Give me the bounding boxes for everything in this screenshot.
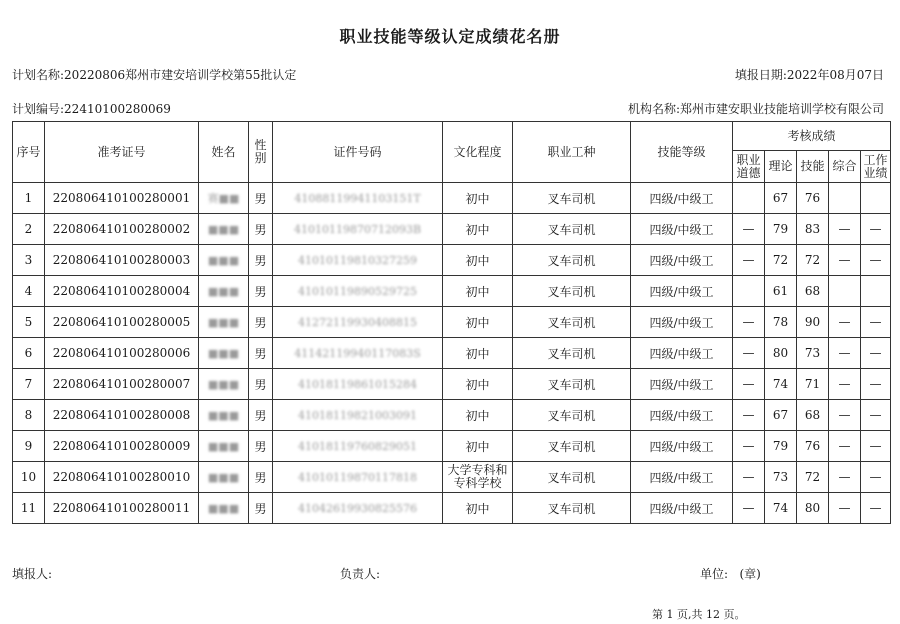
org-value: 郑州市建安职业技能培训学校有限公司: [679, 102, 884, 116]
cell-skill: 68: [797, 400, 829, 431]
header-level: 技能等级: [631, 122, 733, 183]
cell-comp: —: [829, 462, 861, 493]
cell-id: [273, 338, 443, 369]
cell-ethics: —: [733, 400, 765, 431]
header-comp: 综合: [829, 151, 861, 183]
cell-level: 四级/中级工: [631, 245, 733, 276]
cell-seq: 2: [13, 214, 45, 245]
header-scores: 考核成绩: [733, 122, 891, 151]
table-row: [13, 338, 891, 369]
cell-id-masked: 41042619930825576: [298, 502, 417, 515]
cell-id: [273, 493, 443, 524]
cell-level: 四级/中级工: [631, 462, 733, 493]
cell-seq: 10: [13, 462, 45, 493]
cell-skill: 80: [797, 493, 829, 524]
cell-name: [199, 276, 249, 307]
cell-level: 四级/中级工: [631, 276, 733, 307]
footer-unit: [700, 565, 761, 582]
cell-edu: 初中: [443, 276, 513, 307]
cell-ticket: 220806410100280009: [45, 431, 199, 462]
page-info: 第 1 页,共 12 页。: [652, 608, 746, 621]
cell-level: 四级/中级工: [631, 214, 733, 245]
cell-ticket: 220806410100280010: [45, 462, 199, 493]
cell-name: [199, 307, 249, 338]
header-edu: 文化程度: [443, 122, 513, 183]
cell-edu: 初中: [443, 369, 513, 400]
cell-seq: 3: [13, 245, 45, 276]
cell-level: 四级/中级工: [631, 183, 733, 214]
cell-id-masked: 41018119760829051: [298, 440, 417, 453]
header-id: 证件号码: [273, 122, 443, 183]
cell-job: 叉车司机: [513, 400, 631, 431]
cell-work: —: [861, 245, 891, 276]
plan-no-value: 22410100280069: [64, 102, 171, 116]
table-row: [13, 369, 891, 400]
cell-id-masked: 41088119941103151T: [294, 192, 421, 205]
cell-gender: 男: [249, 276, 273, 307]
cell-name: [199, 400, 249, 431]
cell-name: [199, 431, 249, 462]
cell-work: —: [861, 493, 891, 524]
cell-gender: 男: [249, 338, 273, 369]
header-ethics: 职业道德: [733, 151, 765, 183]
cell-level: 四级/中级工: [631, 493, 733, 524]
cell-job: 叉车司机: [513, 431, 631, 462]
plan-name-value: 20220806郑州市建安培训学校第55批认定: [64, 68, 297, 82]
cell-skill: 72: [797, 245, 829, 276]
cell-gender: 男: [249, 493, 273, 524]
cell-job: 叉车司机: [513, 338, 631, 369]
cell-seq: 1: [13, 183, 45, 214]
org-name: [628, 100, 884, 117]
cell-ticket: 220806410100280008: [45, 400, 199, 431]
table-row: [13, 493, 891, 524]
cell-edu: 初中: [443, 431, 513, 462]
page-title: 职业技能等级认定成绩花名册: [339, 27, 561, 46]
cell-skill: 73: [797, 338, 829, 369]
cell-comp: —: [829, 493, 861, 524]
cell-seq: 4: [13, 276, 45, 307]
table-row: [13, 214, 891, 245]
cell-work: —: [861, 462, 891, 493]
cell-theory: 61: [765, 276, 797, 307]
header-work: 工作业绩: [861, 151, 891, 183]
footer-filler: 填报人:: [12, 567, 53, 581]
cell-seq: 11: [13, 493, 45, 524]
cell-ticket: 220806410100280002: [45, 214, 199, 245]
cell-ticket: 220806410100280005: [45, 307, 199, 338]
cell-name-masked: ■■■: [207, 409, 240, 422]
cell-theory: 67: [765, 400, 797, 431]
cell-level: 四级/中级工: [631, 400, 733, 431]
cell-id-masked: 41142119940117083S: [294, 347, 421, 360]
fill-date-value: 2022年08月07日: [786, 68, 884, 82]
cell-id-masked: 41272119930408815: [298, 316, 417, 329]
table-row: [13, 183, 891, 214]
header-ticket: 准考证号: [45, 122, 199, 183]
header-theory: 理论: [765, 151, 797, 183]
cell-gender: 男: [249, 462, 273, 493]
plan-no-label: 计划编号:: [12, 102, 65, 116]
cell-theory: 80: [765, 338, 797, 369]
cell-id: [273, 307, 443, 338]
cell-skill: 71: [797, 369, 829, 400]
cell-ethics: —: [733, 462, 765, 493]
table-row: [13, 431, 891, 462]
cell-skill: 76: [797, 183, 829, 214]
table-row: [13, 276, 891, 307]
cell-name-masked: ■■■: [207, 502, 240, 515]
cell-comp: [829, 276, 861, 307]
fill-date: [735, 66, 884, 83]
cell-name-masked: 赛■■: [207, 192, 240, 205]
cell-name-masked: ■■■: [207, 223, 240, 236]
fill-date-label: 填报日期:: [734, 68, 787, 82]
cell-id-masked: 41010119890529725: [298, 285, 417, 298]
cell-comp: —: [829, 338, 861, 369]
cell-id: [273, 462, 443, 493]
cell-comp: —: [829, 307, 861, 338]
cell-name: [199, 462, 249, 493]
plan-no: [12, 100, 171, 117]
cell-name: [199, 493, 249, 524]
cell-name: [199, 245, 249, 276]
cell-name-masked: ■■■: [207, 316, 240, 329]
cell-job: 叉车司机: [513, 462, 631, 493]
cell-id-masked: 41018119861015284: [298, 378, 417, 391]
footer-seal: (章): [739, 567, 761, 581]
cell-ethics: [733, 276, 765, 307]
cell-skill: 83: [797, 214, 829, 245]
cell-name-masked: ■■■: [207, 471, 240, 484]
cell-gender: 男: [249, 400, 273, 431]
cell-comp: —: [829, 369, 861, 400]
cell-ethics: —: [733, 307, 765, 338]
cell-ethics: [733, 183, 765, 214]
cell-theory: 67: [765, 183, 797, 214]
cell-theory: 74: [765, 493, 797, 524]
cell-edu: 大学专科和专科学校: [443, 462, 513, 493]
cell-id: [273, 214, 443, 245]
cell-job: 叉车司机: [513, 369, 631, 400]
cell-comp: [829, 183, 861, 214]
cell-level: 四级/中级工: [631, 369, 733, 400]
cell-ethics: —: [733, 493, 765, 524]
cell-comp: —: [829, 400, 861, 431]
cell-level: 四级/中级工: [631, 307, 733, 338]
cell-job: 叉车司机: [513, 214, 631, 245]
cell-ethics: —: [733, 214, 765, 245]
cell-level: 四级/中级工: [631, 338, 733, 369]
cell-work: —: [861, 400, 891, 431]
cell-seq: 9: [13, 431, 45, 462]
cell-theory: 72: [765, 245, 797, 276]
score-table: [12, 121, 891, 524]
cell-skill: 90: [797, 307, 829, 338]
cell-name-masked: ■■■: [207, 285, 240, 298]
cell-name-masked: ■■■: [207, 254, 240, 267]
org-label: 机构名称:: [627, 102, 680, 116]
table-row: [13, 400, 891, 431]
cell-skill: 72: [797, 462, 829, 493]
cell-ticket: 220806410100280001: [45, 183, 199, 214]
cell-edu: 初中: [443, 400, 513, 431]
cell-seq: 7: [13, 369, 45, 400]
cell-work: —: [861, 338, 891, 369]
cell-gender: 男: [249, 307, 273, 338]
table-row: [13, 462, 891, 493]
footer-responsible: 负责人:: [340, 567, 381, 581]
cell-gender: 男: [249, 183, 273, 214]
header-gender: 性别: [249, 122, 273, 183]
footer-unit-label: 单位:: [700, 567, 729, 581]
cell-comp: —: [829, 214, 861, 245]
cell-ticket: 220806410100280006: [45, 338, 199, 369]
plan-name: [12, 66, 296, 83]
cell-ticket: 220806410100280007: [45, 369, 199, 400]
cell-gender: 男: [249, 369, 273, 400]
cell-work: —: [861, 369, 891, 400]
cell-edu: 初中: [443, 214, 513, 245]
cell-ethics: —: [733, 431, 765, 462]
cell-id-masked: 41010119870117818: [298, 471, 417, 484]
cell-edu: 初中: [443, 338, 513, 369]
cell-skill: 76: [797, 431, 829, 462]
cell-edu: 初中: [443, 183, 513, 214]
cell-name-masked: ■■■: [207, 378, 240, 391]
cell-seq: 8: [13, 400, 45, 431]
cell-theory: 79: [765, 214, 797, 245]
cell-work: [861, 276, 891, 307]
cell-job: 叉车司机: [513, 307, 631, 338]
cell-id: [273, 369, 443, 400]
header-job: 职业工种: [513, 122, 631, 183]
header-seq: 序号: [13, 122, 45, 183]
cell-ticket: 220806410100280004: [45, 276, 199, 307]
plan-name-label: 计划名称:: [12, 68, 65, 82]
cell-work: —: [861, 214, 891, 245]
cell-name-masked: ■■■: [207, 347, 240, 360]
cell-id: [273, 183, 443, 214]
cell-work: —: [861, 431, 891, 462]
cell-id-masked: 41010119870712093B: [293, 223, 422, 236]
cell-job: 叉车司机: [513, 183, 631, 214]
cell-edu: 初中: [443, 245, 513, 276]
cell-id: [273, 400, 443, 431]
cell-name-masked: ■■■: [207, 440, 240, 453]
cell-name: [199, 183, 249, 214]
cell-work: [861, 183, 891, 214]
cell-comp: —: [829, 431, 861, 462]
cell-job: 叉车司机: [513, 276, 631, 307]
cell-id: [273, 245, 443, 276]
cell-id: [273, 431, 443, 462]
cell-theory: 74: [765, 369, 797, 400]
cell-seq: 5: [13, 307, 45, 338]
cell-ethics: —: [733, 245, 765, 276]
table-row: [13, 307, 891, 338]
table-row: [13, 245, 891, 276]
cell-ethics: —: [733, 369, 765, 400]
cell-job: 叉车司机: [513, 245, 631, 276]
cell-theory: 79: [765, 431, 797, 462]
cell-gender: 男: [249, 214, 273, 245]
cell-job: 叉车司机: [513, 493, 631, 524]
cell-ethics: —: [733, 338, 765, 369]
header-name: 姓名: [199, 122, 249, 183]
cell-theory: 78: [765, 307, 797, 338]
cell-name: [199, 214, 249, 245]
cell-edu: 初中: [443, 493, 513, 524]
cell-seq: 6: [13, 338, 45, 369]
header-skill: 技能: [797, 151, 829, 183]
cell-work: —: [861, 307, 891, 338]
cell-theory: 73: [765, 462, 797, 493]
cell-name: [199, 338, 249, 369]
cell-edu: 初中: [443, 307, 513, 338]
cell-gender: 男: [249, 431, 273, 462]
cell-ticket: 220806410100280003: [45, 245, 199, 276]
cell-id: [273, 276, 443, 307]
cell-comp: —: [829, 245, 861, 276]
cell-gender: 男: [249, 245, 273, 276]
cell-skill: 68: [797, 276, 829, 307]
cell-level: 四级/中级工: [631, 431, 733, 462]
cell-ticket: 220806410100280011: [45, 493, 199, 524]
cell-id-masked: 41018119821003091: [298, 409, 417, 422]
cell-id-masked: 41010119810327259: [298, 254, 417, 267]
cell-name: [199, 369, 249, 400]
